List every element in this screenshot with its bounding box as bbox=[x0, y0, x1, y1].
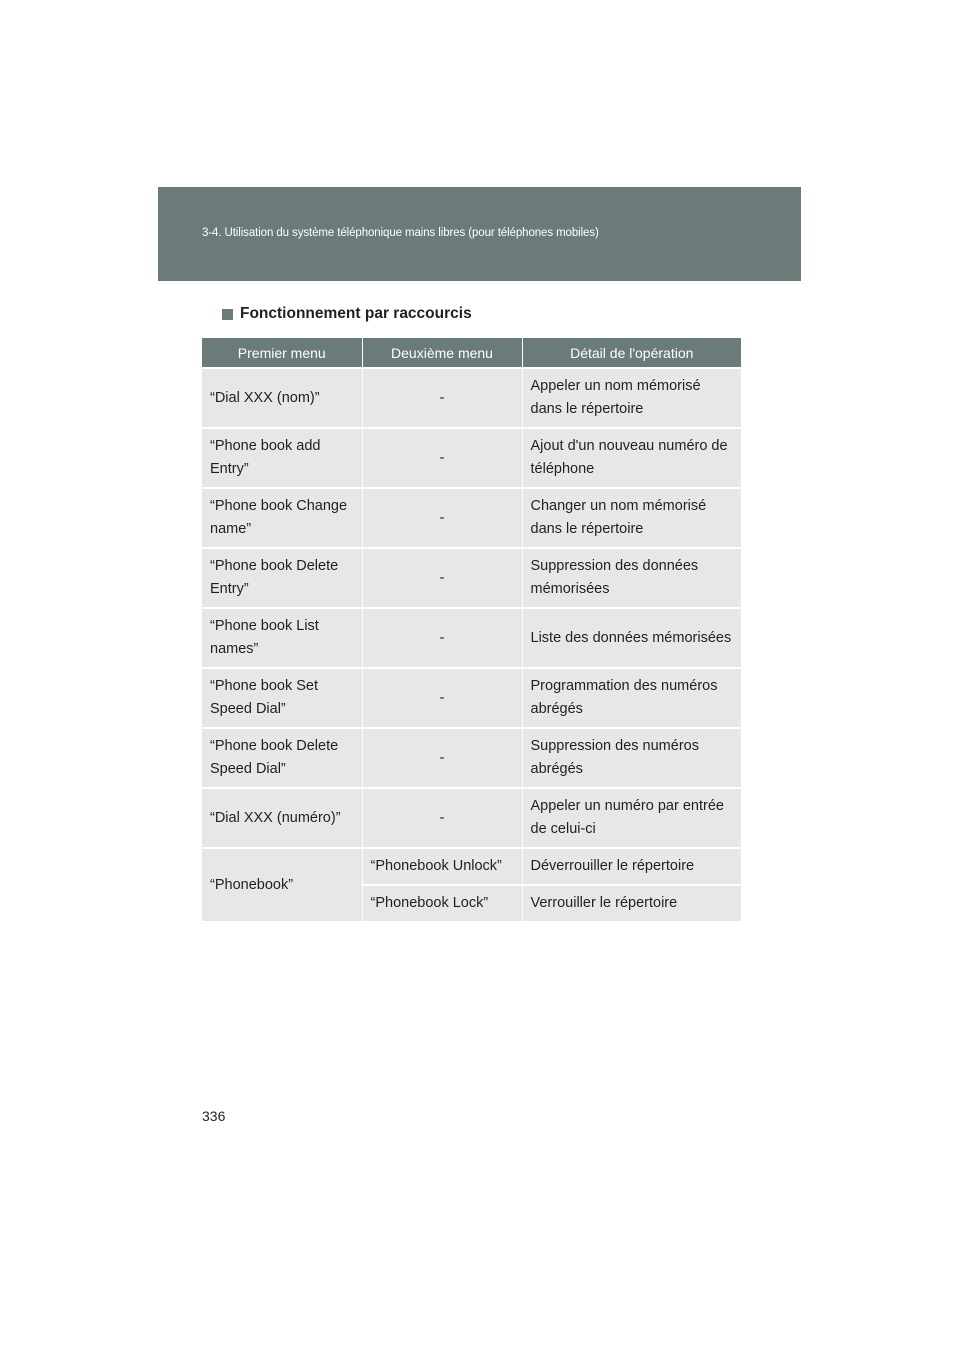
column-header-operation-detail: Détail de l'opération bbox=[522, 338, 741, 368]
second-menu-cell: - bbox=[362, 608, 522, 668]
second-menu-cell: - bbox=[362, 728, 522, 788]
second-menu-cell: - bbox=[362, 368, 522, 428]
table-row bbox=[202, 788, 741, 848]
first-menu-cell: “Phone book List names” bbox=[202, 608, 362, 668]
first-menu-cell-phonebook: “Phonebook” bbox=[202, 848, 362, 921]
operation-detail-cell: Appeler un numéro par entrée de celui-ci bbox=[522, 788, 741, 848]
table-header-row bbox=[202, 338, 741, 368]
operation-detail-cell: Ajout d'un nouveau numéro de téléphone bbox=[522, 428, 741, 488]
table-row bbox=[202, 608, 741, 668]
square-bullet-icon bbox=[222, 309, 233, 320]
operation-detail-cell: Changer un nom mémorisé dans le répertoire bbox=[522, 488, 741, 548]
table-row bbox=[202, 668, 741, 728]
operation-detail-cell: Suppression des données mémorisées bbox=[522, 548, 741, 608]
table-row bbox=[202, 428, 741, 488]
chapter-header-band bbox=[158, 187, 801, 281]
first-menu-cell: “Phone book Delete Speed Dial” bbox=[202, 728, 362, 788]
first-menu-cell: “Phone book Change name” bbox=[202, 488, 362, 548]
table-row bbox=[202, 728, 741, 788]
column-header-first-menu: Premier menu bbox=[202, 338, 362, 368]
shortcut-operations-table bbox=[202, 338, 741, 921]
column-header-second-menu: Deuxième menu bbox=[362, 338, 522, 368]
operation-detail-cell: Liste des données mémorisées bbox=[522, 608, 741, 668]
second-menu-cell: “Phonebook Unlock” bbox=[362, 848, 522, 885]
second-menu-cell: - bbox=[362, 788, 522, 848]
section-title: Fonctionnement par raccourcis bbox=[240, 305, 472, 322]
page-number: 336 bbox=[202, 1108, 226, 1124]
second-menu-cell: - bbox=[362, 488, 522, 548]
table-row bbox=[202, 548, 741, 608]
first-menu-cell: “Phone book Delete Entry” bbox=[202, 548, 362, 608]
first-menu-cell: “Dial XXX (numéro)” bbox=[202, 788, 362, 848]
first-menu-cell: “Phone book Set Speed Dial” bbox=[202, 668, 362, 728]
first-menu-cell: “Phone book add Entry” bbox=[202, 428, 362, 488]
first-menu-cell: “Dial XXX (nom)” bbox=[202, 368, 362, 428]
second-menu-cell: - bbox=[362, 668, 522, 728]
section-heading bbox=[222, 305, 472, 323]
chapter-section-path: 3-4. Utilisation du système téléphonique mains libres (pour téléphones mobiles) bbox=[202, 227, 599, 239]
operation-detail-cell: Suppression des numéros abrégés bbox=[522, 728, 741, 788]
table-row bbox=[202, 368, 741, 428]
second-menu-cell: - bbox=[362, 428, 522, 488]
operation-detail-cell: Déverrouiller le répertoire bbox=[522, 848, 741, 885]
operation-detail-cell: Appeler un nom mémorisé dans le répertoire bbox=[522, 368, 741, 428]
operation-detail-cell: Programmation des numéros abrégés bbox=[522, 668, 741, 728]
table-row bbox=[202, 488, 741, 548]
table-row bbox=[202, 848, 741, 885]
second-menu-cell: - bbox=[362, 548, 522, 608]
second-menu-cell: “Phonebook Lock” bbox=[362, 885, 522, 921]
operation-detail-cell: Verrouiller le répertoire bbox=[522, 885, 741, 921]
